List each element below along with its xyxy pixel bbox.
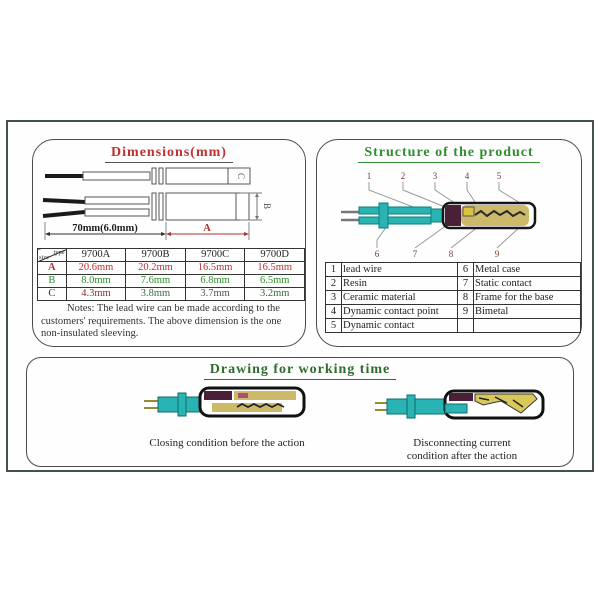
sleeve bbox=[83, 172, 150, 180]
callout-3: 3 bbox=[432, 171, 438, 181]
table-cell: 4.3mm bbox=[66, 288, 126, 301]
sleeve bbox=[85, 209, 149, 216]
legend-num: 3 bbox=[326, 291, 342, 305]
legend-row bbox=[326, 291, 581, 305]
callout-numbers-top bbox=[367, 171, 502, 181]
open-condition-caption-line1: Disconnecting current bbox=[413, 437, 511, 449]
table-cell: 6.5mm bbox=[245, 275, 305, 288]
structure-title: Structure of the product bbox=[317, 145, 581, 163]
dimensions-notes: Notes: The lead wire can be made according to the customers' requirements. The above dimension is the one non-insulated sleeving. bbox=[41, 303, 282, 339]
closed-condition-caption: Closing condition before the action bbox=[149, 437, 305, 449]
crimp-bar bbox=[152, 193, 156, 220]
column-header: 9700C bbox=[185, 249, 245, 262]
fuse-body bbox=[166, 193, 236, 220]
legend-num: 4 bbox=[326, 305, 342, 319]
legend-label bbox=[474, 319, 581, 333]
legend-num: 8 bbox=[458, 291, 474, 305]
legend-row bbox=[326, 277, 581, 291]
closed-condition-drawing bbox=[142, 384, 312, 426]
legend-label: Metal case bbox=[474, 263, 581, 277]
legend-row bbox=[326, 263, 581, 277]
table-cell: 16.5mm bbox=[185, 262, 245, 275]
length-dimension bbox=[45, 222, 249, 240]
open-condition-drawing bbox=[375, 384, 550, 426]
callout-numbers-bottom bbox=[375, 249, 500, 259]
fuse-drawing-double-lead bbox=[43, 193, 272, 220]
legend-label: Static contact bbox=[474, 277, 581, 291]
lead-wire bbox=[43, 212, 85, 216]
column-header: 9700A bbox=[66, 249, 126, 262]
crimp-bar bbox=[159, 193, 163, 220]
table-cell: 8.0mm bbox=[66, 275, 126, 288]
table-row bbox=[38, 262, 305, 275]
table-cell: 16.5mm bbox=[245, 262, 305, 275]
table-cell: 3.2mm bbox=[245, 288, 305, 301]
legend-num: 7 bbox=[458, 277, 474, 291]
corner-size-label: size bbox=[39, 254, 50, 261]
dimension-drawings bbox=[35, 164, 305, 244]
callout-1: 1 bbox=[366, 171, 372, 181]
callout-6: 6 bbox=[374, 249, 380, 259]
resin-block bbox=[449, 393, 473, 401]
callout-4: 4 bbox=[464, 171, 470, 181]
dim-70mm-label: 70mm(6.0mm) bbox=[72, 223, 138, 234]
working-title: Drawing for working time bbox=[27, 362, 573, 380]
legend-num: 6 bbox=[458, 263, 474, 277]
teal-sleeve bbox=[359, 217, 431, 224]
legend-label: Ceramic material bbox=[342, 291, 458, 305]
legend-label: Resin bbox=[342, 277, 458, 291]
legend-num: 5 bbox=[326, 319, 342, 333]
column-header: 9700B bbox=[126, 249, 186, 262]
corner-type-label: type bbox=[53, 249, 65, 256]
callout-9: 9 bbox=[494, 249, 500, 259]
legend-row bbox=[326, 305, 581, 319]
structure-diagram bbox=[329, 166, 569, 260]
legend-label: Frame for the base bbox=[474, 291, 581, 305]
legend-num: 2 bbox=[326, 277, 342, 291]
table-cell: 6.8mm bbox=[185, 275, 245, 288]
legend-num bbox=[458, 319, 474, 333]
resin-block bbox=[204, 391, 232, 400]
table-row bbox=[38, 275, 305, 288]
legend-num: 1 bbox=[326, 263, 342, 277]
callout-2: 2 bbox=[400, 171, 406, 181]
open-condition-caption-line2: condition after the action bbox=[406, 449, 518, 462]
sleeve bbox=[85, 197, 149, 204]
callout-5: 5 bbox=[496, 171, 502, 181]
resin-block bbox=[445, 205, 461, 226]
fuse-cutaway bbox=[341, 203, 535, 228]
dim-a-label: A bbox=[203, 223, 211, 234]
legend-label: Bimetal bbox=[474, 305, 581, 319]
table-header-row bbox=[38, 249, 305, 262]
column-header: 9700D bbox=[245, 249, 305, 262]
collar bbox=[178, 393, 186, 416]
open-condition-block bbox=[357, 384, 567, 462]
table-cell: 20.2mm bbox=[126, 262, 186, 275]
structure-panel bbox=[316, 139, 582, 347]
end-cap bbox=[236, 193, 249, 220]
table-cell: 7.6mm bbox=[126, 275, 186, 288]
dimensions-title: Dimensions(mm) bbox=[33, 145, 305, 163]
crimp-bar bbox=[159, 168, 163, 184]
table-corner-cell bbox=[38, 249, 67, 262]
collar bbox=[407, 395, 415, 418]
callout-7: 7 bbox=[412, 249, 418, 259]
collar bbox=[379, 203, 388, 228]
closed-condition-block bbox=[97, 384, 357, 450]
legend-label: Dynamic contact bbox=[342, 319, 458, 333]
teal-sleeve bbox=[359, 207, 431, 214]
legend-num: 9 bbox=[458, 305, 474, 319]
dim-c-label: C bbox=[235, 172, 246, 180]
row-label: A bbox=[38, 262, 67, 275]
fuse-drawing-single-lead bbox=[45, 168, 250, 184]
lead-wire bbox=[341, 212, 361, 220]
table-row bbox=[38, 288, 305, 301]
lead-wire bbox=[43, 200, 85, 202]
table-cell: 3.7mm bbox=[185, 288, 245, 301]
structure-legend-table bbox=[325, 262, 581, 333]
teal-sleeve bbox=[387, 399, 449, 414]
dimensions-table bbox=[37, 248, 305, 301]
dimensions-panel bbox=[32, 139, 306, 347]
crimp-bar bbox=[152, 168, 156, 184]
table-cell: 3.8mm bbox=[126, 288, 186, 301]
table-cell: 20.6mm bbox=[66, 262, 126, 275]
callout-8: 8 bbox=[448, 249, 454, 259]
row-label: C bbox=[38, 288, 67, 301]
legend-label: lead wire bbox=[342, 263, 458, 277]
teal-tube bbox=[445, 404, 467, 413]
working-time-panel bbox=[26, 357, 574, 467]
open-condition-caption bbox=[357, 437, 567, 462]
contact-block bbox=[463, 207, 474, 216]
contact-point bbox=[238, 393, 248, 398]
fuse-body bbox=[166, 168, 228, 184]
row-label: B bbox=[38, 275, 67, 288]
dim-b-label: B bbox=[261, 202, 272, 210]
legend-row bbox=[326, 319, 581, 333]
legend-label: Dynamic contact point bbox=[342, 305, 458, 319]
